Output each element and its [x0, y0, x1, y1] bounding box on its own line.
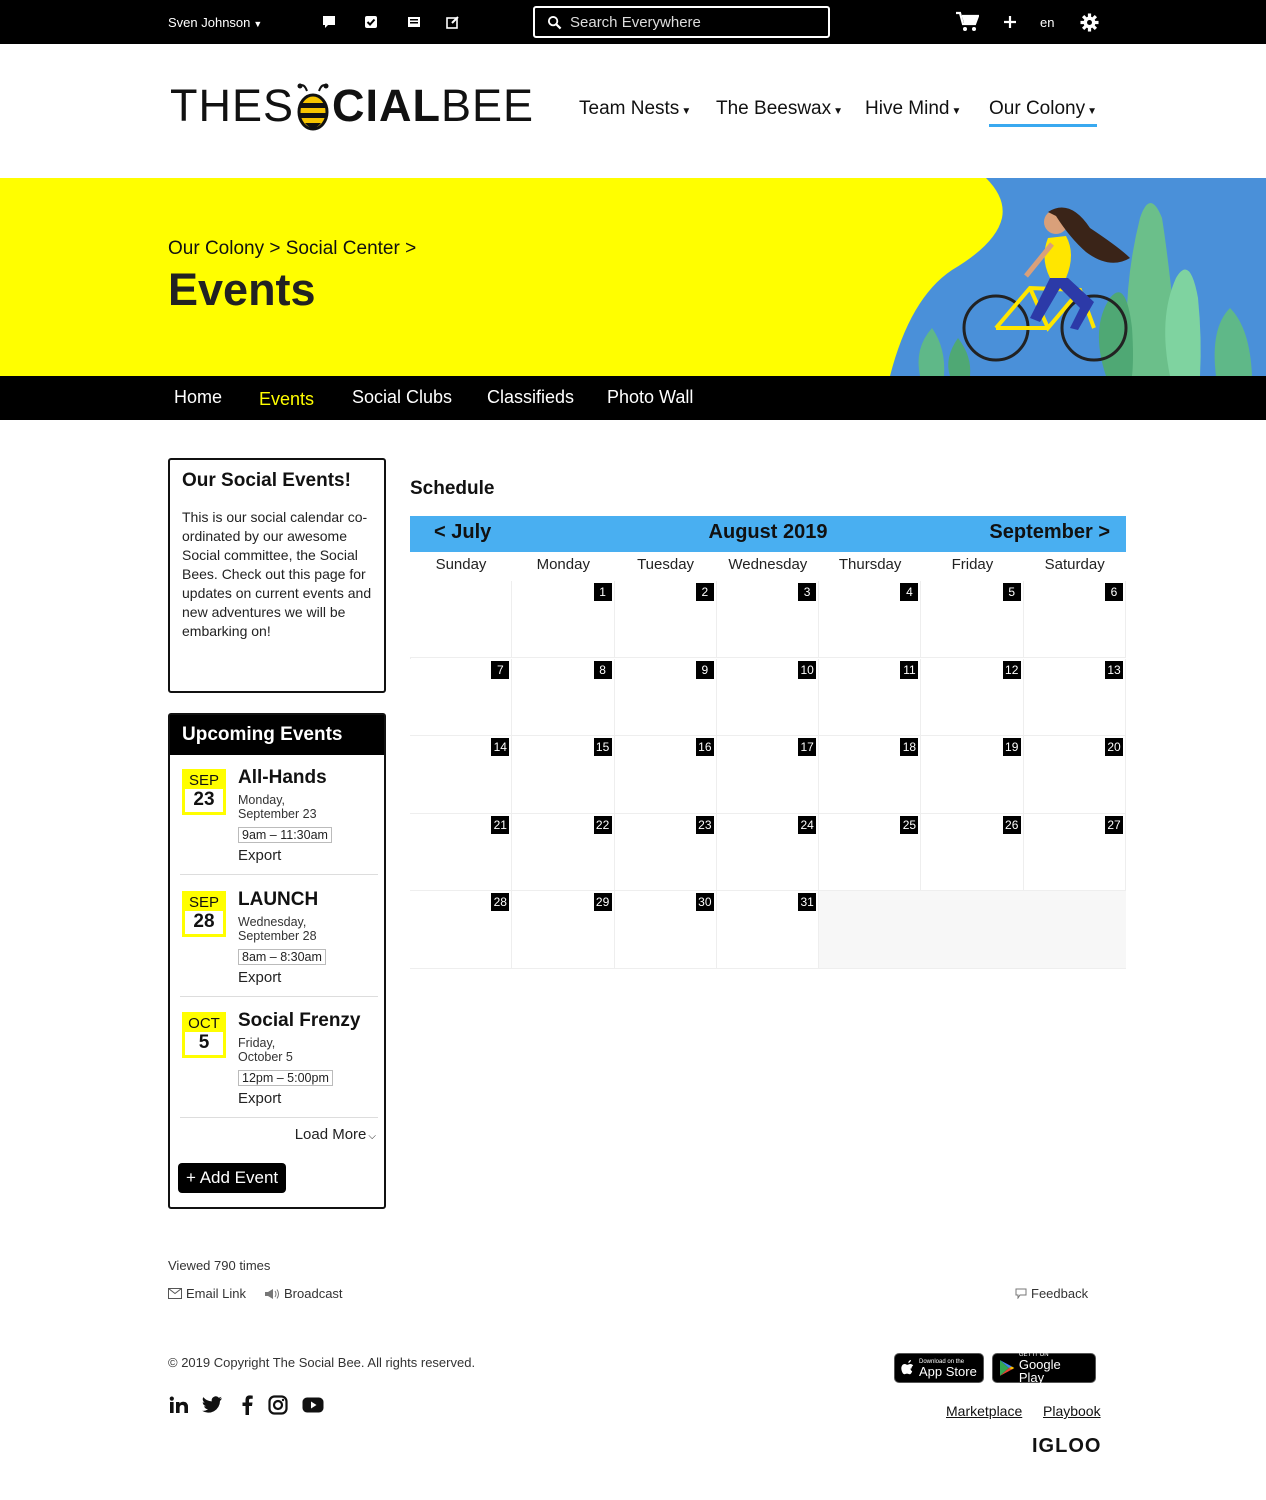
chat-icon[interactable] — [320, 12, 338, 32]
day-number: 6 — [1105, 583, 1123, 601]
calendar-day-cell[interactable] — [921, 814, 1023, 891]
bee-icon — [296, 83, 330, 129]
date-day: 5 — [198, 1032, 210, 1053]
calendar-day-cell[interactable] — [512, 891, 614, 968]
day-number: 2 — [696, 583, 714, 601]
view-count: Viewed 790 times — [168, 1258, 271, 1273]
calendar-day-cell[interactable] — [1024, 814, 1126, 891]
subnav-classifieds[interactable]: Classifieds — [487, 387, 575, 407]
broadcast-link[interactable] — [264, 1286, 343, 1301]
calendar-day-cell[interactable] — [615, 659, 717, 736]
event-date — [238, 915, 317, 943]
weekday-label: Sunday — [435, 556, 487, 573]
calendar-day-cell[interactable] — [921, 581, 1023, 658]
site-logo[interactable] — [170, 80, 534, 132]
upcoming-title: Upcoming Events — [170, 715, 384, 755]
broadcast-label: Broadcast — [284, 1286, 343, 1301]
day-number: 11 — [900, 661, 918, 679]
user-menu[interactable] — [168, 15, 262, 30]
day-number: 7 — [491, 661, 509, 679]
cart-icon[interactable] — [955, 12, 979, 32]
calendar-grid — [410, 581, 1126, 969]
day-number: 28 — [491, 893, 509, 911]
day-number: 30 — [696, 893, 714, 911]
export-link[interactable]: Export — [238, 1090, 282, 1107]
logo-text-1: THES — [170, 80, 295, 131]
calendar-day-cell[interactable] — [512, 814, 614, 891]
calendar-day-cell[interactable] — [717, 736, 819, 813]
event-date — [238, 1036, 293, 1064]
calendar-blank-cell — [410, 581, 512, 658]
calendar-day-cell[interactable] — [410, 736, 512, 813]
day-number: 22 — [594, 816, 612, 834]
date-month: SEP — [185, 772, 223, 789]
event-item[interactable] — [180, 757, 378, 875]
calendar-day-cell[interactable] — [615, 581, 717, 658]
search-box[interactable] — [533, 6, 830, 38]
calendar-day-cell[interactable] — [921, 736, 1023, 813]
play-store-icon — [999, 1359, 1015, 1377]
about-body: This is our social calendar co-ordinated by our awesome Social committee, the Social Bees. Check out this page for updates on current events and new adventures we will be embarking on! — [182, 509, 372, 639]
nav-our-colony[interactable] — [989, 98, 1097, 127]
day-number: 15 — [594, 738, 612, 756]
load-more-button[interactable] — [295, 1126, 376, 1143]
top-bar — [0, 0, 1266, 44]
calendar-empty-cell — [1024, 891, 1126, 968]
igloo-logo: IGLOO — [1032, 1435, 1102, 1457]
calendar-day-cell[interactable] — [1024, 736, 1126, 813]
nav-label: The Beeswax — [716, 98, 832, 119]
weekday-label: Wednesday — [728, 556, 808, 573]
speech-bubble-icon — [1015, 1288, 1027, 1299]
day-number: 31 — [798, 893, 816, 911]
nav-label: Team Nests — [579, 98, 680, 119]
date-badge — [182, 769, 226, 815]
export-link[interactable]: Export — [238, 847, 282, 864]
calendar-day-cell[interactable] — [819, 581, 921, 658]
day-number: 29 — [594, 893, 612, 911]
plus-icon[interactable] — [1001, 12, 1019, 32]
calendar-day-cell[interactable] — [717, 814, 819, 891]
calendar-day-cell[interactable] — [921, 659, 1023, 736]
day-number: 19 — [1003, 738, 1021, 756]
app-store-label: App Store — [919, 1363, 977, 1379]
day-number: 4 — [900, 583, 918, 601]
gear-icon[interactable] — [1079, 12, 1099, 32]
calendar-day-cell[interactable] — [512, 659, 614, 736]
day-number: 17 — [798, 738, 816, 756]
chevron-down-icon: ▼ — [1087, 106, 1098, 117]
schedule-title: Schedule — [410, 478, 495, 499]
about-title: Our Social Events! — [182, 470, 351, 491]
subnav-home[interactable]: Home — [174, 387, 223, 407]
event-full-date: October 5 — [238, 1050, 293, 1064]
chevron-down-icon: ▼ — [951, 106, 962, 117]
date-month: OCT — [185, 1015, 223, 1032]
calendar-day-cell[interactable] — [512, 736, 614, 813]
chevron-down-icon: ⌵ — [368, 1131, 376, 1142]
day-number: 14 — [491, 738, 509, 756]
calendar-day-cell[interactable] — [717, 659, 819, 736]
calendar-day-cell[interactable] — [615, 814, 717, 891]
add-event-button[interactable]: + Add Event — [178, 1163, 286, 1193]
calendar-day-cell[interactable] — [410, 891, 512, 968]
subnav-social-clubs[interactable]: Social Clubs — [352, 387, 453, 407]
event-title[interactable]: LAUNCH — [238, 889, 319, 910]
nav-the-beeswax[interactable] — [716, 98, 843, 120]
email-link[interactable] — [168, 1286, 246, 1301]
day-number: 1 — [594, 583, 612, 601]
copyright: © 2019 Copyright The Social Bee. All rights reserved. — [168, 1355, 476, 1370]
feedback-link[interactable] — [1015, 1286, 1088, 1301]
calendar-day-cell[interactable] — [819, 814, 921, 891]
calendar-day-cell[interactable] — [1024, 659, 1126, 736]
date-badge — [182, 891, 226, 937]
search-icon — [547, 15, 562, 30]
date-day: 23 — [193, 789, 215, 810]
upcoming-events-panel — [168, 713, 386, 1209]
calendar-day-cell[interactable] — [819, 659, 921, 736]
day-number: 27 — [1105, 816, 1123, 834]
day-number: 20 — [1105, 738, 1123, 756]
user-name: Sven Johnson — [168, 15, 251, 30]
date-day: 28 — [193, 911, 215, 932]
app-store-small: Download on the — [919, 1358, 965, 1365]
playbook-link[interactable]: Playbook — [1043, 1403, 1101, 1419]
date-badge — [182, 1012, 226, 1058]
subnav-events[interactable]: Events — [259, 389, 315, 409]
day-number: 26 — [1003, 816, 1021, 834]
google-play-label: Google Play — [1018, 1357, 1061, 1385]
export-link[interactable]: Export — [238, 969, 282, 986]
load-more-label: Load More — [294, 1126, 367, 1143]
day-number: 8 — [594, 661, 612, 679]
calendar-empty-cell — [921, 891, 1023, 968]
app-store-badge[interactable] — [894, 1353, 984, 1383]
event-date — [238, 793, 317, 821]
instagram-icon[interactable] — [267, 1394, 289, 1416]
youtube-icon[interactable] — [302, 1394, 324, 1416]
hero-banner — [0, 178, 1266, 376]
chevron-down-icon: ▼ — [833, 106, 844, 117]
apple-icon — [901, 1360, 915, 1376]
weekday-label: Saturday — [1044, 556, 1105, 573]
about-panel — [168, 458, 386, 693]
event-item[interactable] — [180, 1000, 378, 1118]
day-number: 5 — [1003, 583, 1021, 601]
weekday-label: Monday — [536, 556, 590, 573]
day-number: 9 — [696, 661, 714, 679]
next-month-button[interactable]: September > — [989, 521, 1110, 543]
language-selector[interactable]: en — [1040, 15, 1055, 30]
calendar-day-cell[interactable] — [717, 891, 819, 968]
sub-navigation — [0, 376, 1266, 420]
event-full-date: September 23 — [238, 807, 317, 821]
chevron-down-icon: ▼ — [681, 106, 692, 117]
calendar-day-cell[interactable] — [1024, 581, 1126, 658]
compose-icon[interactable] — [444, 12, 462, 32]
day-number: 18 — [900, 738, 918, 756]
envelope-icon — [168, 1288, 182, 1299]
calendar-day-cell[interactable] — [819, 736, 921, 813]
event-weekday: Friday, — [238, 1036, 276, 1050]
day-number: 3 — [798, 583, 816, 601]
logo-text-2: CIAL — [332, 80, 442, 131]
day-number: 10 — [798, 661, 816, 679]
calendar-day-cell[interactable] — [410, 814, 512, 891]
twitter-icon[interactable] — [201, 1394, 223, 1416]
cyclist-illustration — [880, 178, 1266, 376]
calendar-header — [410, 516, 1126, 552]
day-number: 23 — [696, 816, 714, 834]
calendar-day-cell[interactable] — [512, 581, 614, 658]
prev-month-button[interactable]: < July — [434, 521, 492, 543]
event-time: 12pm – 5:00pm — [238, 1070, 333, 1086]
calendar-day-cell[interactable] — [615, 891, 717, 968]
date-month: SEP — [185, 894, 223, 911]
event-title[interactable]: All-Hands — [238, 767, 327, 788]
subnav-photo-wall[interactable]: Photo Wall — [607, 387, 694, 407]
linkedin-icon[interactable] — [168, 1394, 190, 1416]
facebook-icon[interactable] — [236, 1394, 258, 1416]
nav-label: Our Colony — [989, 98, 1086, 119]
inbox-icon[interactable] — [405, 12, 423, 32]
day-number: 13 — [1105, 661, 1123, 679]
nav-label: Hive Mind — [865, 98, 950, 119]
email-link-label: Email Link — [186, 1286, 246, 1301]
event-weekday: Monday, — [238, 793, 286, 807]
feedback-label: Feedback — [1031, 1286, 1089, 1301]
event-time: 9am – 11:30am — [238, 827, 332, 843]
check-icon[interactable] — [362, 12, 380, 32]
weekday-label: Friday — [951, 556, 994, 573]
calendar-day-cell[interactable] — [410, 659, 512, 736]
logo-text-3: BEE — [441, 80, 535, 131]
megaphone-icon — [264, 1288, 280, 1300]
nav-team-nests[interactable] — [579, 98, 691, 120]
event-title[interactable]: Social Frenzy — [238, 1010, 361, 1031]
page-title: Events — [168, 264, 316, 315]
day-number: 16 — [696, 738, 714, 756]
weekday-label: Tuesday — [637, 556, 695, 573]
day-number: 25 — [900, 816, 918, 834]
event-weekday: Wednesday, — [238, 915, 307, 929]
google-play-badge[interactable] — [992, 1353, 1096, 1383]
calendar-month: August 2019 — [708, 521, 828, 543]
event-time: 8am – 8:30am — [238, 949, 326, 965]
calendar-day-cell[interactable] — [615, 736, 717, 813]
marketplace-link[interactable]: Marketplace — [946, 1403, 1023, 1419]
google-play-small: GET IT ON — [1018, 1352, 1049, 1358]
day-number: 24 — [798, 816, 816, 834]
search-input[interactable] — [570, 14, 810, 31]
chevron-down-icon: ▼ — [253, 19, 263, 29]
day-number: 21 — [491, 816, 509, 834]
nav-hive-mind[interactable] — [865, 98, 961, 120]
weekday-label: Thursday — [838, 556, 902, 573]
breadcrumb[interactable]: Our Colony > Social Center > — [168, 238, 417, 259]
calendar-day-cell[interactable] — [717, 581, 819, 658]
calendar-empty-cell — [819, 891, 921, 968]
event-item[interactable] — [180, 879, 378, 997]
event-full-date: September 28 — [238, 929, 317, 943]
day-number: 12 — [1003, 661, 1021, 679]
